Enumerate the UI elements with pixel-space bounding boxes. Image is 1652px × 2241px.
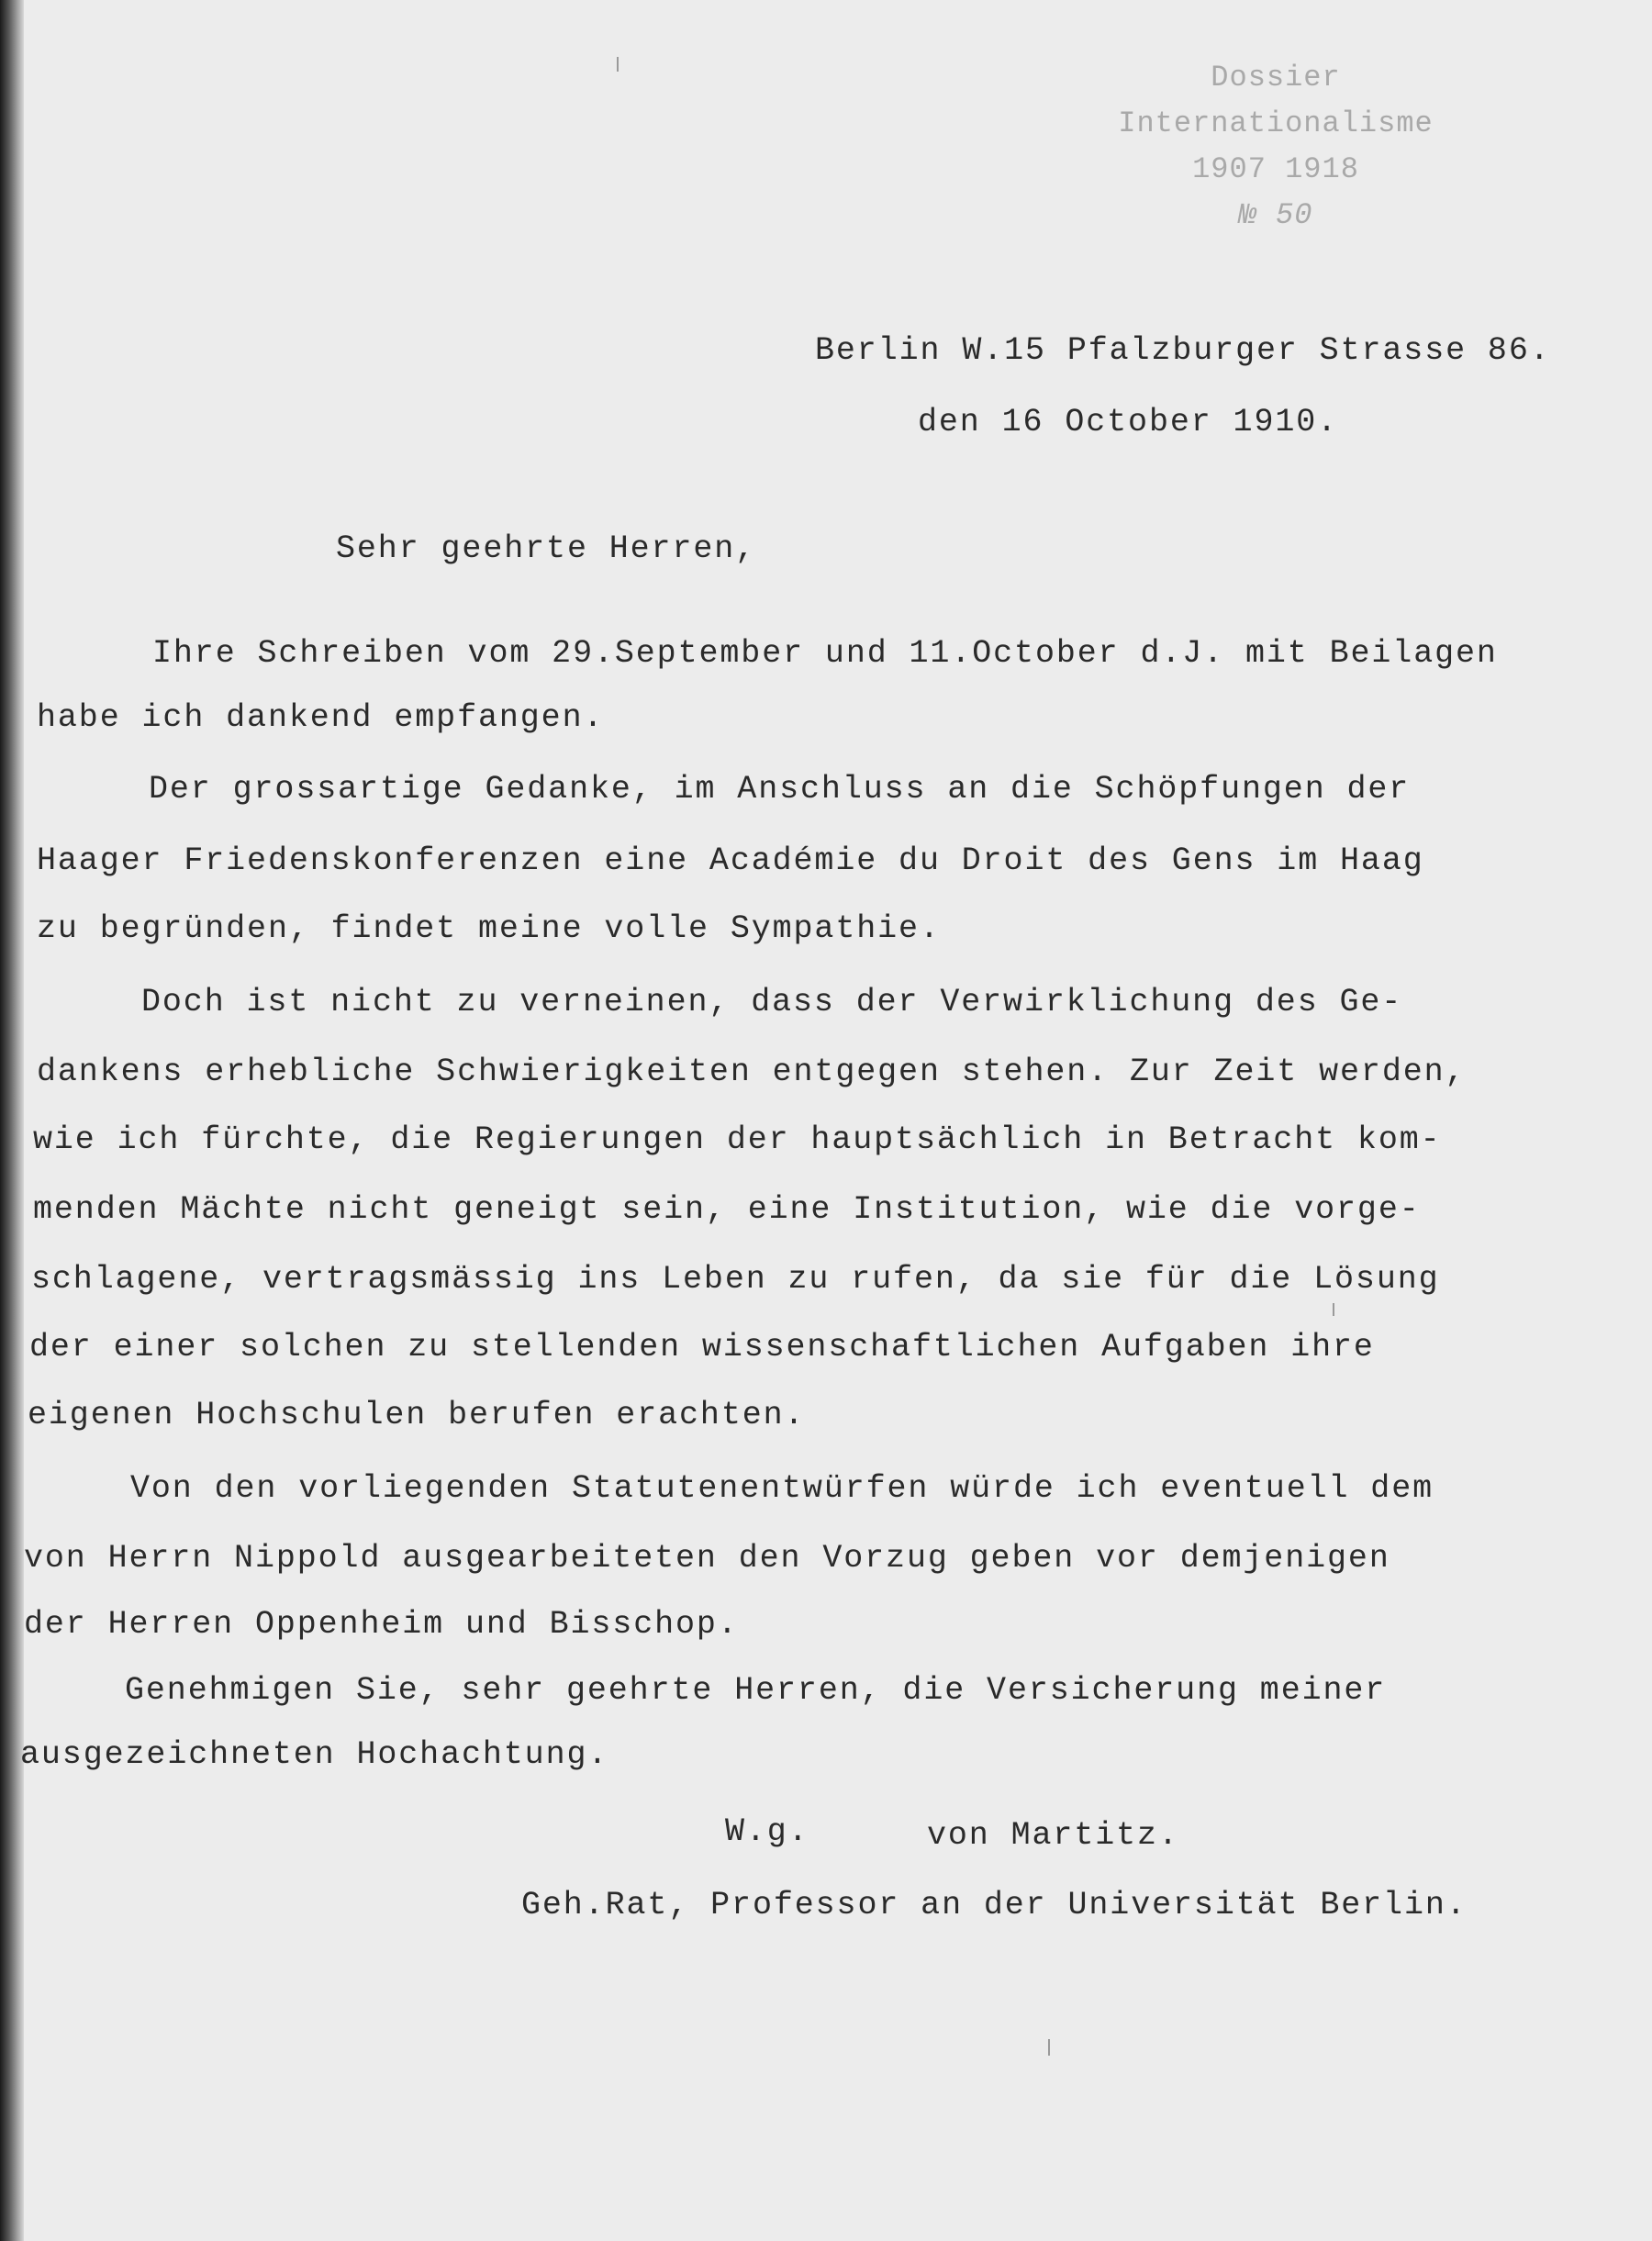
archive-stamp bbox=[1083, 55, 1468, 239]
body-line: Genehmigen Sie, sehr geehrte Herren, die Versicherung meiner bbox=[125, 1672, 1387, 1709]
body-line: Ihre Schreiben vom 29.September und 11.October d.J. mit Beilagen bbox=[152, 635, 1498, 672]
body-line: Doch ist nicht zu verneinen, dass der Verwirklichung des Ge- bbox=[141, 984, 1403, 1020]
body-line: dankens erhebliche Schwierigkeiten entgegen stehen. Zur Zeit werden, bbox=[37, 1054, 1467, 1090]
body-line: von Herrn Nippold ausgearbeiteten den Vorzug geben vor demjenigen bbox=[24, 1540, 1390, 1577]
body-line: der einer solchen zu stellenden wissenschaftlichen Aufgaben ihre bbox=[29, 1329, 1375, 1366]
stamp-line-years: 1907 1918 bbox=[1192, 152, 1359, 186]
body-line: schlagene, vertragsmässig ins Leben zu rufen, da sie für die Lösung bbox=[31, 1261, 1440, 1298]
paper-mark bbox=[1333, 1303, 1334, 1316]
page-edge-shadow bbox=[0, 0, 24, 2241]
body-line: ausgezeichneten Hochachtung. bbox=[20, 1736, 609, 1773]
sender-address: Berlin W.15 Pfalzburger Strasse 86. bbox=[815, 332, 1551, 369]
body-line: Der grossartige Gedanke, im Anschluss an die Schöpfungen der bbox=[149, 771, 1411, 808]
body-line: zu begründen, findet meine volle Sympathie. bbox=[37, 910, 941, 947]
body-line: der Herren Oppenheim und Bisschop. bbox=[24, 1606, 739, 1643]
salutation: Sehr geehrte Herren, bbox=[336, 530, 757, 567]
signature-title: Geh.Rat, Professor an der Universität Berlin. bbox=[521, 1887, 1468, 1923]
body-line: eigenen Hochschulen berufen erachten. bbox=[28, 1397, 806, 1433]
paper-mark bbox=[617, 57, 619, 72]
paper-mark bbox=[1048, 2039, 1050, 2056]
signature-name: von Martitz. bbox=[927, 1817, 1179, 1854]
stamp-line-number: № 50 bbox=[1238, 198, 1313, 232]
letter-date: den 16 October 1910. bbox=[918, 404, 1339, 440]
signature-initials: W.g. bbox=[725, 1813, 809, 1850]
body-line: menden Mächte nicht geneigt sein, eine Institution, wie die vorge- bbox=[33, 1191, 1421, 1228]
body-line: Haager Friedenskonferenzen eine Académie du Droit des Gens im Haag bbox=[37, 842, 1424, 879]
body-line: Von den vorliegenden Statutenentwürfen würde ich eventuell dem bbox=[130, 1470, 1434, 1507]
body-line: habe ich dankend empfangen. bbox=[37, 699, 605, 736]
body-line: wie ich fürchte, die Regierungen der hauptsächlich in Betracht kom- bbox=[33, 1121, 1442, 1158]
stamp-line-dossier: Dossier bbox=[1211, 61, 1341, 95]
stamp-line-internationalisme: Internationalisme bbox=[1118, 106, 1434, 140]
